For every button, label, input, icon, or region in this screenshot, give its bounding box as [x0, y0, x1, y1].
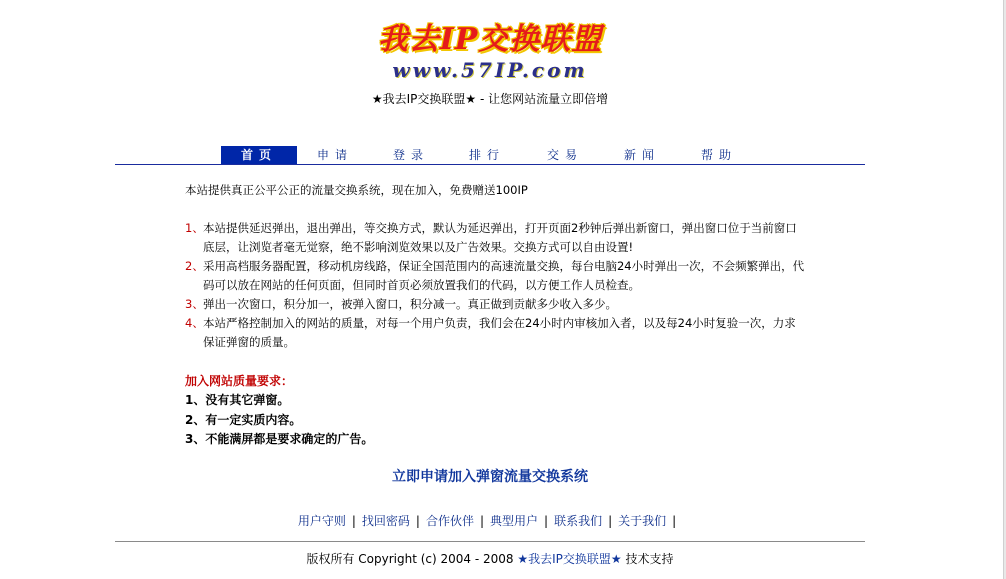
footer-divider [115, 541, 865, 542]
site-logo-title: 我去IP交换联盟 [377, 22, 603, 57]
feature-item [185, 257, 805, 295]
feature-number: 1、 [185, 221, 204, 235]
nav-item-news[interactable]: 新闻 [623, 148, 660, 162]
feature-list [185, 219, 805, 352]
nav-item-help[interactable]: 帮助 [700, 148, 737, 162]
main-nav [115, 145, 865, 165]
intro-text: 本站提供真正公平公正的流量交换系统，现在加入，免费赠送100IP [185, 183, 528, 197]
footer-separator: | [415, 514, 420, 528]
nav-item-apply[interactable]: 申请 [316, 148, 353, 162]
quality-requirements-title: 加入网站质量要求： [185, 374, 294, 388]
feature-text: 弹出一次窗口，积分加一，被弹入窗口，积分减一。真正做到贡献多少收入多少。 [203, 297, 617, 311]
copyright-brand-link[interactable]: ★我去IP交换联盟★ [517, 552, 622, 566]
feature-item [185, 219, 805, 257]
feature-number: 4、 [185, 316, 204, 330]
site-slogan: ★我去IP交换联盟★ - 让您网站流量立即倍增 [371, 92, 609, 106]
footer-links [0, 512, 980, 529]
nav-item-ranking[interactable]: 排行 [468, 148, 505, 162]
copyright-prefix: 版权所有 Copyright (c) 2004 - 2008 [306, 552, 514, 566]
feature-text: 本站严格控制加入的网站的质量，对每一个用户负责，我们会在24小时内审核加入者，以及每24小时复验一次，力求保证弹窗的质量。 [203, 316, 796, 349]
quality-requirement-item: 2、有一定实质内容。 [185, 412, 302, 427]
footer-link-about[interactable]: 关于我们 [618, 514, 667, 528]
feature-item [185, 314, 805, 352]
nav-item-home[interactable]: 首页 [221, 146, 297, 164]
site-logo-url: www.57IP.com [392, 58, 588, 82]
footer-link-contact[interactable]: 联系我们 [554, 514, 603, 528]
footer-separator: | [351, 514, 356, 528]
footer-link-user-rules[interactable]: 用户守则 [297, 514, 346, 528]
quality-requirement-item: 3、不能满屏都是要求确定的广告。 [185, 432, 374, 446]
copyright-suffix: 技术支持 [625, 552, 674, 566]
feature-number: 2、 [185, 259, 204, 273]
main-content [185, 183, 805, 446]
footer-link-typical-users[interactable]: 典型用户 [490, 514, 539, 528]
feature-number: 3、 [185, 297, 204, 311]
nav-item-trade[interactable]: 交易 [546, 148, 583, 162]
feature-text: 采用高档服务器配置，移动机房线路，保证全国范围内的高速流量交换，每台电脑24小时弹出一次，不会频繁弹出，代码可以放在网站的任何页面，但同时首页必须放置我们的代码，以方便工作人员检查。 [203, 259, 805, 292]
copyright [0, 550, 980, 567]
footer-separator: | [672, 514, 677, 528]
footer-separator: | [479, 514, 484, 528]
quality-requirements-list [185, 391, 373, 450]
apply-now-link[interactable]: 立即申请加入弹窗流量交换系统 [392, 469, 588, 485]
footer-link-recover-password[interactable]: 找回密码 [361, 514, 410, 528]
nav-item-login[interactable]: 登录 [392, 148, 429, 162]
footer-link-partners[interactable]: 合作伙伴 [425, 514, 474, 528]
footer-separator: | [544, 514, 549, 528]
feature-item [185, 295, 805, 314]
footer-separator: | [608, 514, 613, 528]
feature-text: 本站提供延迟弹出，退出弹出，等交换方式，默认为延迟弹出，打开页面2秒钟后弹出新窗口，弹出窗口位于当前窗口底层，让浏览者毫无觉察，绝不影响浏览效果以及广告效果。交换方式可以自由设置! [203, 221, 797, 254]
quality-requirement-item: 1、没有其它弹窗。 [185, 393, 290, 407]
